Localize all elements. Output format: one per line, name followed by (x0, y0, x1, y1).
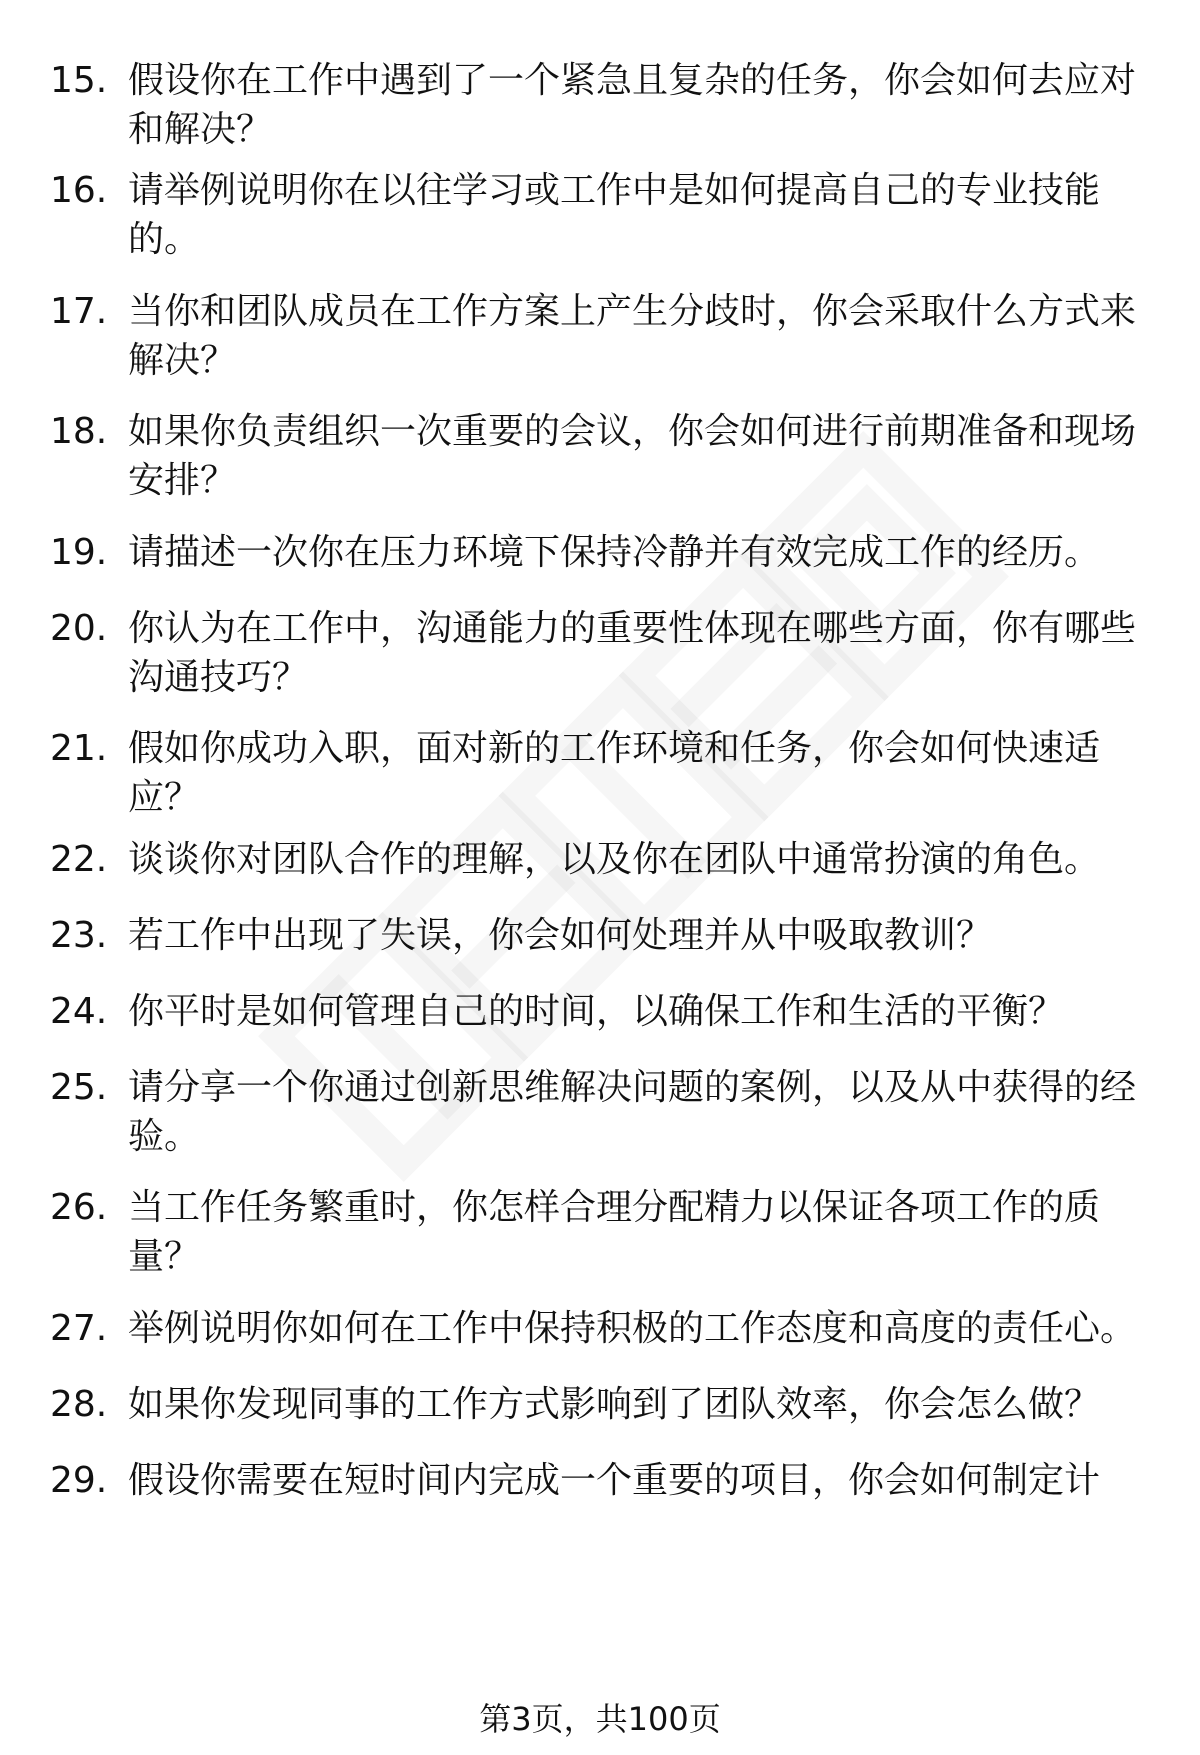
question-text: 举例说明你如何在工作中保持积极的工作态度和高度的责任心。 (128, 1308, 1137, 1349)
question-number: 23. (50, 915, 108, 956)
question-text: 请举例说明你在以往学习或工作中是如何提高自己的专业技能的。 (128, 170, 1101, 260)
question-item (50, 1183, 1150, 1281)
question-number: 21. (50, 728, 108, 769)
question-item (50, 407, 1150, 505)
question-number: 26. (50, 1187, 108, 1228)
question-item (50, 835, 1150, 884)
question-text: 你平时是如何管理自己的时间，以确保工作和生活的平衡？ (128, 991, 1065, 1032)
question-item (50, 987, 1150, 1036)
question-number: 19. (50, 532, 108, 573)
question-text: 假设你在工作中遇到了一个紧急且复杂的任务，你会如何去应对和解决？ (128, 60, 1137, 150)
question-item (50, 1380, 1150, 1429)
question-number: 20. (50, 608, 108, 649)
question-text: 当工作任务繁重时，你怎样合理分配精力以保证各项工作的质量？ (128, 1187, 1101, 1277)
question-number: 28. (50, 1384, 108, 1425)
question-number: 17. (50, 291, 108, 332)
question-item (50, 1456, 1150, 1505)
question-number: 22. (50, 839, 108, 880)
question-text: 若工作中出现了失误，你会如何处理并从中吸取教训？ (128, 915, 993, 956)
question-number: 27. (50, 1308, 108, 1349)
question-text: 当你和团队成员在工作方案上产生分歧时，你会采取什么方式来解决？ (128, 291, 1137, 381)
question-number: 24. (50, 991, 108, 1032)
question-item (50, 1304, 1150, 1353)
question-text: 谈谈你对团队合作的理解，以及你在团队中通常扮演的角色。 (128, 839, 1101, 880)
question-text: 如果你负责组织一次重要的会议，你会如何进行前期准备和现场安排？ (128, 411, 1137, 501)
question-text: 请描述一次你在压力环境下保持冷静并有效完成工作的经历。 (128, 532, 1101, 573)
question-text: 假设你需要在短时间内完成一个重要的项目，你会如何制定计 (128, 1460, 1101, 1501)
question-item (50, 1063, 1150, 1161)
question-item (50, 604, 1150, 702)
question-item (50, 56, 1150, 154)
question-number: 18. (50, 411, 108, 452)
question-number: 25. (50, 1067, 108, 1108)
question-number: 15. (50, 60, 108, 101)
question-item (50, 724, 1150, 822)
question-number: 29. (50, 1460, 108, 1501)
question-item (50, 911, 1150, 960)
question-item (50, 166, 1150, 264)
question-number: 16. (50, 170, 108, 211)
question-item (50, 528, 1150, 577)
question-text: 你认为在工作中，沟通能力的重要性体现在哪些方面，你有哪些沟通技巧？ (128, 608, 1137, 698)
question-item (50, 287, 1150, 385)
question-text: 如果你发现同事的工作方式影响到了团队效率，你会怎么做？ (128, 1384, 1101, 1425)
question-text: 请分享一个你通过创新思维解决问题的案例，以及从中获得的经验。 (128, 1067, 1137, 1157)
page-number: 第3页，共100页 (479, 1700, 721, 1738)
question-text: 假如你成功入职，面对新的工作环境和任务，你会如何快速适应？ (128, 728, 1101, 818)
